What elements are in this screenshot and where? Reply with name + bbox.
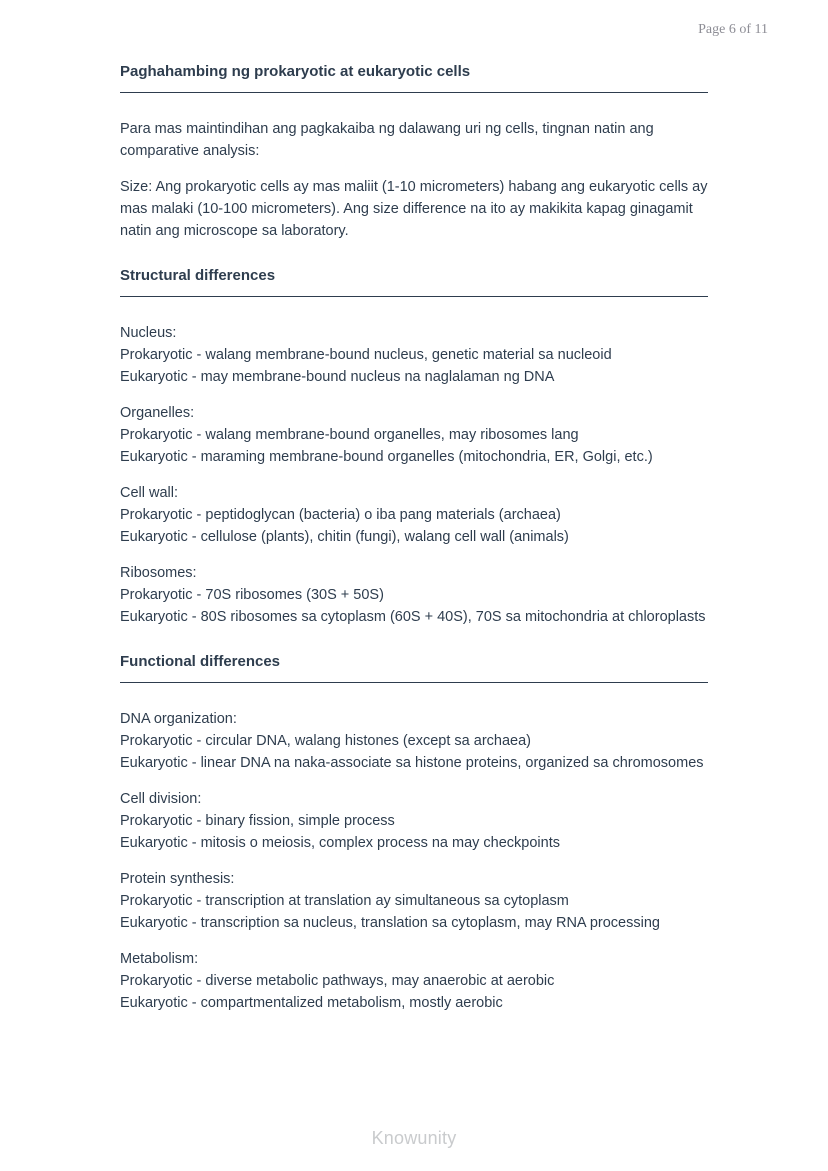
topic-eukaryotic-line: Eukaryotic - mitosis o meiosis, complex process na may checkpoints [120, 835, 560, 851]
topic-eukaryotic-line: Eukaryotic - may membrane-bound nucleus na naglalaman ng DNA [120, 369, 555, 385]
topic-prokaryotic-line: Prokaryotic - circular DNA, walang histones (except sa archaea) [120, 733, 531, 749]
topic-eukaryotic-line: Eukaryotic - linear DNA na naka-associate sa histone proteins, organized sa chromosomes [120, 755, 704, 771]
topic-block-metabolism [120, 948, 708, 1014]
topic-prokaryotic-line: Prokaryotic - binary fission, simple process [120, 813, 395, 829]
structural-heading: Structural differences [120, 267, 276, 284]
structural-heading-rule [120, 296, 708, 297]
functional-heading: Functional differences [120, 653, 281, 670]
topic-eukaryotic-line: Eukaryotic - compartmentalized metabolism, mostly aerobic [120, 995, 503, 1011]
topic-title: DNA organization: [120, 711, 237, 727]
topic-prokaryotic-line: Prokaryotic - transcription at translation ay simultaneous sa cytoplasm [120, 893, 569, 909]
topic-block-organelles [120, 402, 708, 468]
topic-prokaryotic-line: Prokaryotic - peptidoglycan (bacteria) o iba pang materials (archaea) [120, 507, 561, 523]
topic-title: Ribosomes: [120, 565, 197, 581]
topic-eukaryotic-line: Eukaryotic - transcription sa nucleus, translation sa cytoplasm, may RNA processing [120, 915, 660, 931]
topic-prokaryotic-line: Prokaryotic - diverse metabolic pathways, may anaerobic at aerobic [120, 973, 555, 989]
functional-heading-rule [120, 682, 708, 683]
topic-block-cell-wall [120, 482, 708, 548]
footer-brand: Knowunity [371, 1128, 457, 1148]
document-content [120, 62, 708, 1028]
topic-block-nucleus [120, 322, 708, 388]
topic-prokaryotic-line: Prokaryotic - 70S ribosomes (30S + 50S) [120, 587, 384, 603]
topic-eukaryotic-line: Eukaryotic - maraming membrane-bound organelles (mitochondria, ER, Golgi, etc.) [120, 449, 653, 465]
topic-block-dna-organization [120, 708, 708, 774]
topic-eukaryotic-line: Eukaryotic - cellulose (plants), chitin (fungi), walang cell wall (animals) [120, 529, 569, 545]
title-heading: Paghahambing ng prokaryotic at eukaryotic cells [120, 63, 471, 80]
topic-prokaryotic-line: Prokaryotic - walang membrane-bound organelles, may ribosomes lang [120, 427, 579, 443]
topic-title: Nucleus: [120, 325, 177, 341]
title-heading-rule [120, 92, 708, 93]
size-paragraph: Size: Ang prokaryotic cells ay mas maliit (1-10 micrometers) habang ang eukaryotic cells ay mas malaki (10-100 micrometers). Ang size difference na ito ay makikita kapag ginagamit natin ang microscope sa laboratory. [120, 179, 708, 239]
topic-title: Cell wall: [120, 485, 179, 501]
page-indicator: Page 6 of 11 [698, 22, 768, 37]
intro-paragraph: Para mas maintindihan ang pagkakaiba ng dalawang uri ng cells, tingnan natin ang comparative analysis: [120, 121, 654, 159]
topic-block-protein-synthesis [120, 868, 708, 934]
topic-title: Cell division: [120, 791, 202, 807]
topic-eukaryotic-line: Eukaryotic - 80S ribosomes sa cytoplasm (60S + 40S), 70S sa mitochondria at chloroplasts [120, 609, 706, 625]
topic-block-ribosomes [120, 562, 708, 628]
topic-block-cell-division [120, 788, 708, 854]
topic-title: Organelles: [120, 405, 195, 421]
topic-title: Protein synthesis: [120, 871, 235, 887]
topic-title: Metabolism: [120, 951, 199, 967]
topic-prokaryotic-line: Prokaryotic - walang membrane-bound nucleus, genetic material sa nucleoid [120, 347, 612, 363]
